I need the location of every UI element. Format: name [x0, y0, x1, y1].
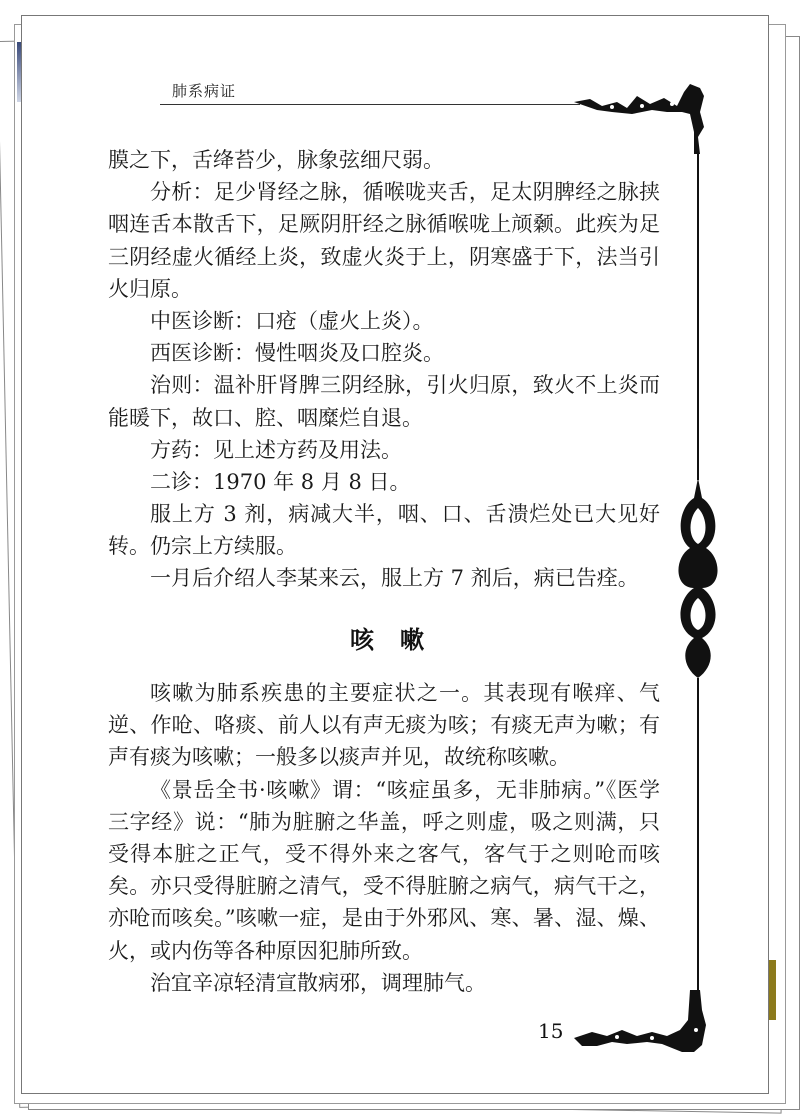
text-line: 三字经》说：“肺为脏腑之华盖，呼之则虚，吸之则满，只	[108, 809, 660, 834]
text-line: 分析：足少肾经之脉，循喉咙夹舌，足太阴脾经之脉挟	[150, 180, 660, 205]
book-cover-edge	[768, 960, 776, 1020]
text-line: 三阴经虚火循经上炎，致虚火炎于上，阴寒盛于下，法当引	[108, 244, 660, 269]
text-line: 受得本脏之正气，受不得外来之客气，客气于之则呛而咳	[108, 841, 660, 866]
text-line: 亦呛而咳矣。”咳嗽一症，是由于外邪风、寒、暑、湿、燥、	[108, 906, 660, 931]
text-line: 膜之下，舌绛苔少，脉象弦细尺弱。	[108, 148, 444, 172]
running-head: 肺系病证	[172, 82, 237, 100]
text-line: 火归原。	[108, 276, 192, 301]
header-rule	[160, 104, 580, 105]
text-line: 服上方 3 剂，病减大半，咽、口、舌溃烂处已大见好	[150, 502, 660, 527]
text-line: 火，或内伤等各种原因犯肺所致。	[108, 938, 423, 963]
text-line: 治则：温补肝肾脾三阴经脉，引火归原，致火不上炎而	[150, 373, 660, 398]
text-line: 声有痰为咳嗽；一般多以痰声并见，故统称咳嗽。	[108, 745, 570, 770]
page-border-line	[697, 678, 699, 996]
text-line: 矣。亦只受得脏腑之清气，受不得脏腑之病气，病气干之，	[108, 874, 660, 899]
page-number: 15	[538, 1019, 564, 1043]
text-line: 一月后介绍人李某来云，服上方 7 剂后，病已告痊。	[150, 566, 639, 591]
text-line: 中医诊断：口疮（虚火上炎）。	[150, 308, 434, 333]
section-heading: 咳嗽	[350, 625, 450, 654]
text-line: 西医诊断：慢性咽炎及口腔炎。	[150, 341, 444, 366]
text-line: 《景岳全书·咳嗽》谓：“咳症虽多，无非肺病。”《医学	[150, 777, 660, 802]
text-line: 能暖下，故口、腔、咽糜烂自退。	[108, 405, 423, 430]
body-text-section-2	[108, 677, 660, 999]
text-line: 二诊：1970 年 8 月 8 日。	[150, 469, 411, 494]
text-line: 转。仍宗上方续服。	[108, 534, 297, 559]
text-line: 方药：见上述方药及用法。	[150, 437, 402, 462]
page-border-line	[697, 150, 699, 480]
text-line: 治宜辛凉轻清宣散病邪，调理肺气。	[150, 970, 486, 995]
body-text-section-1	[108, 144, 660, 595]
text-line: 咳嗽为肺系疾患的主要症状之一。其表现有喉痒、气	[150, 681, 660, 705]
text-line: 逆、作呛、咯痰、前人以有声无痰为咳；有痰无声为嗽；有	[108, 713, 660, 738]
text-line: 咽连舌本散舌下，足厥阴肝经之脉循喉咙上颃颡。此疾为足	[108, 212, 660, 237]
bottom-corner-ornament-icon	[572, 990, 712, 1065]
